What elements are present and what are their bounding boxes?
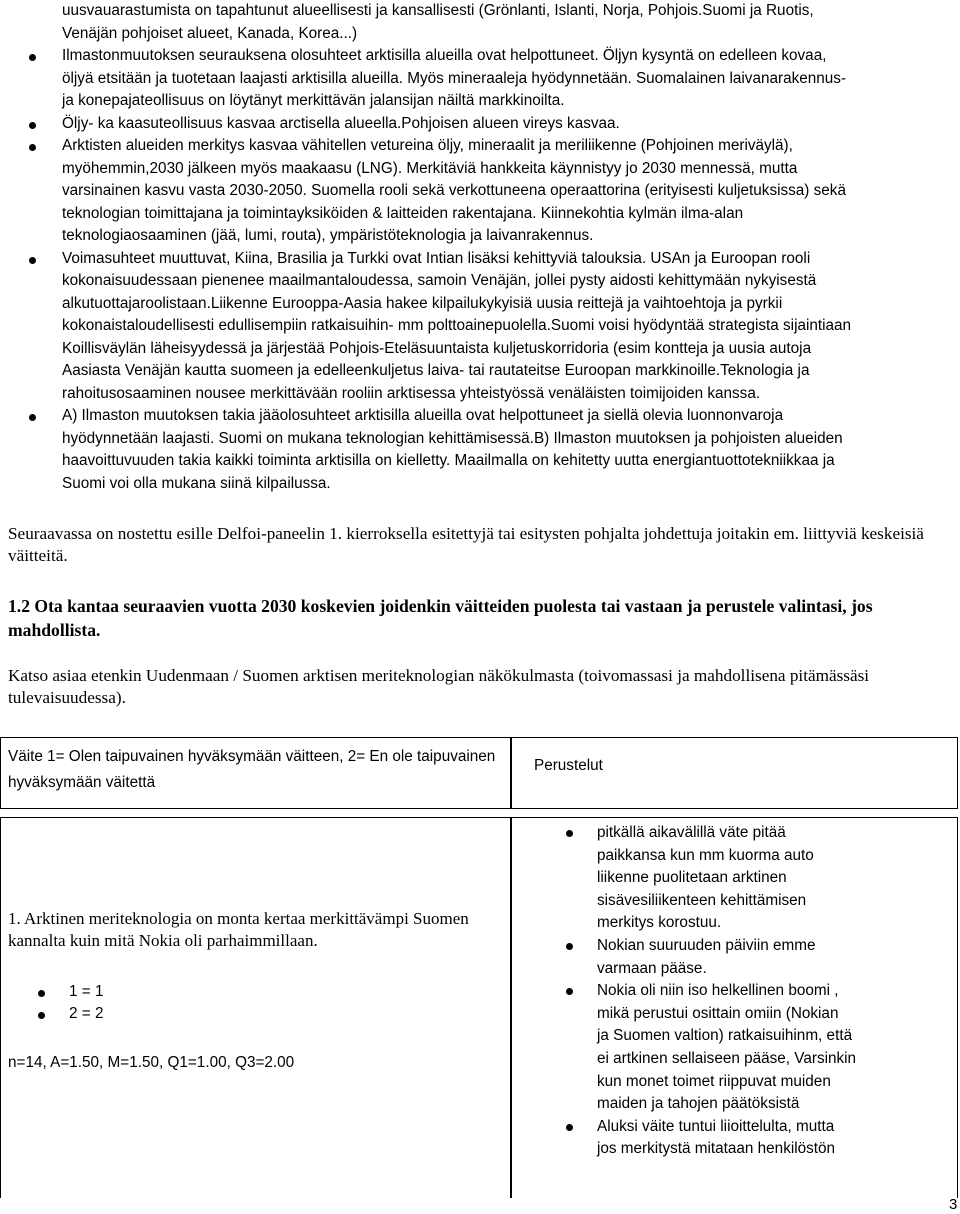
bullet-dot xyxy=(29,257,36,264)
bullet-text-line: Venäjän pohjoiset alueet, Kanada, Korea...) xyxy=(62,24,358,42)
bullet-text-line: rahoitusosaaminen nousee merkittävään rooliin arktisessa yhteistyössä venäläisten toimijoiden kanssa. xyxy=(62,384,761,402)
bullet-text-line: Koillisväylän läheisyydessä ja järjestää Pohjois-Eteläsuuntaista kuljetuskorridoria (esim kontteja ja uusia autoja xyxy=(62,339,812,357)
reason-text-line: ei artkinen sellaiseen pääse, Varsinkin xyxy=(597,1050,857,1067)
reason-text-line: ja Suomen valtion) ratkaisuihinm, että xyxy=(597,1027,853,1045)
bullet-text-line: öljyä etsitään ja tuotetaan laajasti arktisilla alueilla. Myös mineraaleja hyödynnetään. Suomalainen laivanarakennus- xyxy=(62,69,847,87)
bullet-text-line: myöhemmin,2030 jälkeen myös maakaasu (LNG). Merkitäviä hankkeita käynnistyy jo 2030 mennessä, mutta xyxy=(62,159,798,177)
reason-text-line: varmaan pääse. xyxy=(597,959,707,977)
reason-text-line: merkitys korostuu. xyxy=(597,914,722,932)
reason-text-line: pitkällä aikavälillä väte pitää xyxy=(597,824,786,841)
reason-text-line: jos merkitystä mitataan henkilöstön xyxy=(597,1140,836,1158)
claim-text: 1. Arktinen meriteknologia on monta kertaa merkittävämpi Suomen kannalta kuin mitä Nokia oli parhaimmillaan. xyxy=(8,909,469,950)
option-bullet xyxy=(38,1012,45,1019)
bullet-text-line: Öljy- ka kaasuteollisuus kasvaa arctisella alueella.Pohjoisen alueen vireys kasvaa. xyxy=(62,114,620,132)
reason-bullet xyxy=(566,830,573,837)
bullet-text-line: Arktisten alueiden merkitys kasvaa vähitellen vetureina öljy, mineraalit ja meriliikenne (Pohjoinen meriväylä), xyxy=(62,137,793,154)
bullet-text-line: teknologiaosaaminen (jää, lumi, routa), ympäristöteknologia ja laivanrakennus. xyxy=(62,227,594,244)
bullet-dot xyxy=(29,414,36,421)
bullet-text-line: uusvauarastumista on tapahtunut alueellisesti ja kansallisesti (Grönlanti, Islanti, Norja, Pohjois.Suomi ja Ruotis, xyxy=(62,2,814,19)
bullet-text-line: Suomi voi olla mukana siinä kilpailussa. xyxy=(62,474,331,492)
reason-text-line: mikä perustui osittain omiin (Nokian xyxy=(597,1004,839,1022)
intro-paragraph: Seuraavassa on nostettu esille Delfoi-paneelin 1. kierroksella esitettyjä tai esitysten pohjalta johdettuja joitakin em. liittyviä keskeisiä väitteitä. xyxy=(8,524,924,565)
bullet-text-line: varsinainen kasvu vasta 2030-2050. Suomella rooli sekä verkottuneena operaattorina (erityisesti kuljetuksissa) sekä xyxy=(62,182,846,199)
bullet-text-line: Voimasuhteet muuttuvat, Kiina, Brasilia ja Turkki ovat Intian lisäksi kehittyviä talouksia. USAn ja Euroopan rooli xyxy=(62,249,811,267)
bullet-dot xyxy=(29,54,36,61)
reason-text-line: Nokian suuruuden päiviin emme xyxy=(597,937,816,954)
reason-text-line: paikkansa kun mm kuorma auto xyxy=(597,846,814,864)
reason-text-line: liikenne puolitetaan arktinen xyxy=(597,869,787,887)
reason-bullet xyxy=(566,1124,573,1131)
bullet-text-line: haavoittuvuuden takia kaikki toiminta arktisilla on kielletty. Maailmalla on kehitetty uutta energiantuottotekniikkaa ja xyxy=(62,452,835,469)
bullet-text-line: alkutuottajaroolistaan.Liikenne Eurooppa-Aasia hakee kilpailukykyisiä uusia reittejä ja vaihtoehtoja ja pyrkii xyxy=(62,294,783,312)
bullet-text-line: ja konepajateollisuus on löytänyt merkittävän jalansijan näiltä markkinoilta. xyxy=(62,92,565,109)
bullet-text-line: kokonaistaloudellisesti edullisempiin ratkaisuihin- mm polttoainepuolella.Suomi voisi hyödyntää strategista sijaintiaan xyxy=(62,317,852,334)
bullet-text-line: Aasiasta Venäjän kautta suomeen ja edelleenkuljetus laiva- tai rautateitse Euroopan markkinoille.Teknologia ja xyxy=(62,362,810,379)
bullet-text-line: kokonaisuudessaan pienenee maailmantaloudessa, samoin Venäjän, jollei pysty aidosti kehittymään nykyisestä xyxy=(62,272,817,289)
reason-text-line: sisävesiliikenteen kehittämisen xyxy=(597,891,807,909)
bullet-text-line: Ilmastonmuutoksen seurauksena olosuhteet arktisilla alueilla ovat helpottuneet. Öljyn kysyntä on edelleen kovaa, xyxy=(62,47,827,64)
statistics-line: n=14, A=1.50, M=1.50, Q1=1.00, Q3=2.00 xyxy=(8,1054,295,1071)
reason-bullet xyxy=(566,943,573,950)
table-header-reasons: Perustelut xyxy=(534,757,603,774)
bullet-dot xyxy=(29,122,36,129)
section-heading: 1.2 Ota kantaa seuraavien vuotta 2030 koskevien joidenkin väitteiden puolesta tai vastaan ja perustele valintasi, jos mahdollista. xyxy=(8,596,873,640)
reason-text-line: Aluksi väite tuntui liioittelulta, mutta xyxy=(597,1117,835,1135)
reason-text-line: maiden ja tahojen päätöksistä xyxy=(597,1095,800,1113)
table-header-scale: Väite 1= Olen taipuvainen hyväksymään väitteen, 2= En ole taipuvainen hyväksymään väitettä xyxy=(8,748,496,791)
page-number: 3 xyxy=(949,1196,958,1213)
option-bullet xyxy=(38,990,45,997)
reason-text-line: kun monet toimet riippuvat muiden xyxy=(597,1072,831,1090)
bullet-text-line: teknologian toimittajana ja toimintayksiköiden & laitteiden rakentajana. Kiinnekohtia kylmän ilma-alan xyxy=(62,204,744,222)
bullet-text-line: A) Ilmaston muutoksen takia jääolosuhteet arktisilla alueilla ovat helpottuneet ja siellä olevia luonnonvaroja xyxy=(62,407,784,424)
bullet-text-line: hyödynnetään laajasti. Suomi on mukana teknologian kehittämisessä.B) Ilmaston muutoksen ja pohjoisten alueiden xyxy=(62,429,843,447)
reason-text-line: Nokia oli niin iso helkellinen boomi , xyxy=(597,982,839,1000)
instruction-paragraph: Katso asiaa etenkin Uudenmaan / Suomen arktisen meriteknologian näkökulmasta (toivomassasi ja mahdollisena pitämässäsi tulevaisuudessa). xyxy=(8,666,870,707)
option-1: 1 = 1 xyxy=(69,983,104,1000)
option-2: 2 = 2 xyxy=(69,1005,104,1022)
bullet-dot xyxy=(29,144,36,151)
